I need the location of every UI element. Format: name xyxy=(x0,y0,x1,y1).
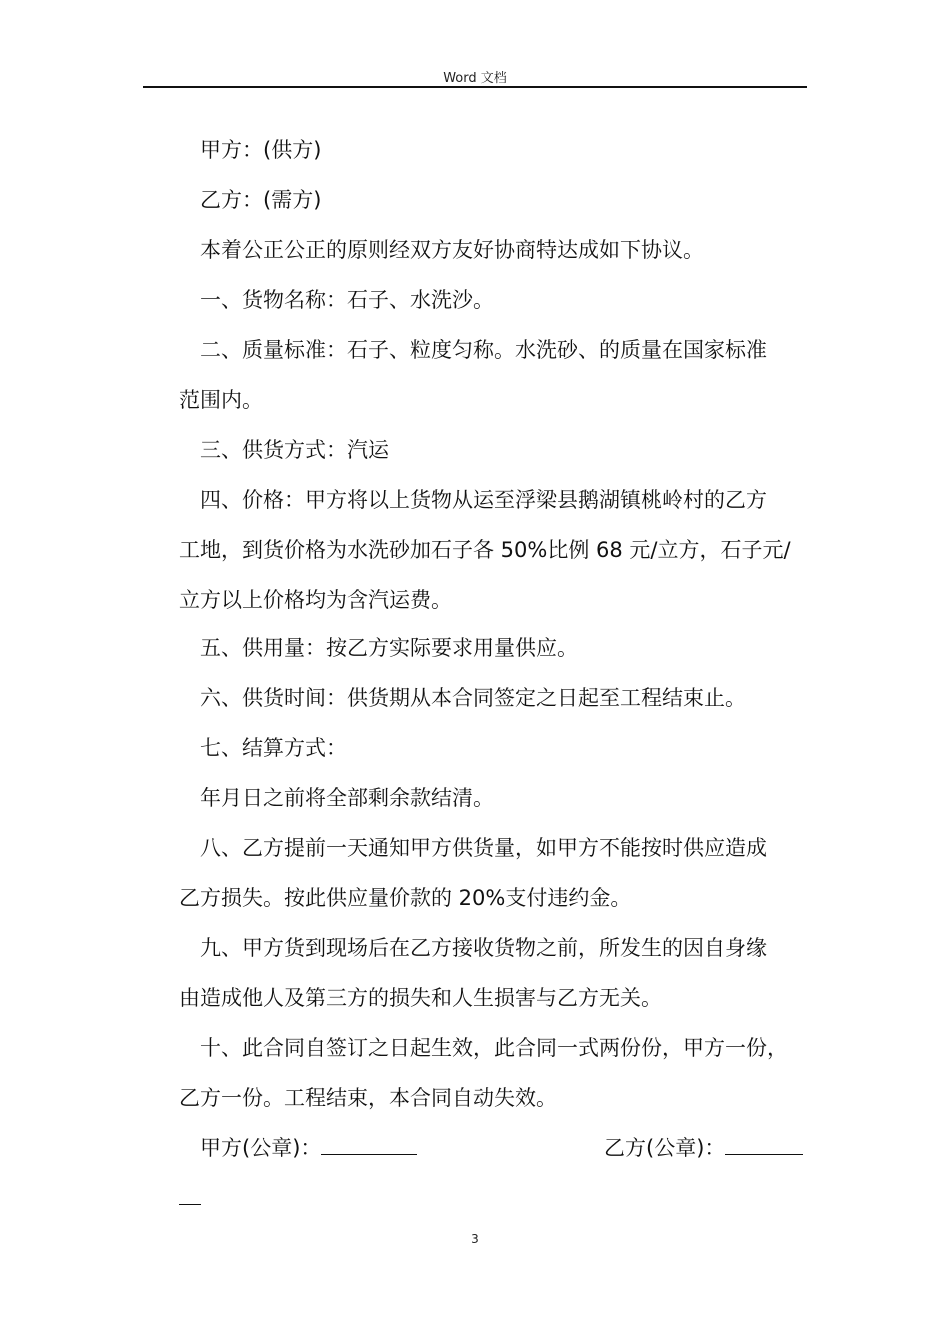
page-header-title: Word 文档 xyxy=(443,71,507,86)
clause-6: 六、供货时间：供货期从本合同签定之日起至工程结束止。 xyxy=(200,686,746,710)
clause-4-line-3: 立方以上价格均为含汽运费。 xyxy=(179,588,452,612)
clause-1: 一、货物名称：石子、水洗沙。 xyxy=(200,288,494,312)
party-a-signature-blank xyxy=(321,1136,417,1155)
clause-4-line-2: 工地，到货价格为水洗砂加石子各 50%比例 68 元/立方，石子元/ xyxy=(179,538,791,562)
clause-4-line-1: 四、价格：甲方将以上货物从运至浮梁县鹅湖镇桃岭村的乙方 xyxy=(200,488,767,512)
party-a-seal-label: 甲方(公章)： xyxy=(200,1136,322,1160)
preamble-line: 本着公正公正的原则经双方友好协商特达成如下协议。 xyxy=(200,238,704,262)
clause-2-line-2: 范围内。 xyxy=(179,388,263,412)
party-b-signature xyxy=(604,1133,803,1163)
clause-7: 七、结算方式： xyxy=(200,736,347,760)
clause-10-line-1: 十、此合同自签订之日起生效，此合同一式两份份，甲方一份， xyxy=(200,1036,788,1060)
header-divider xyxy=(143,86,807,88)
clause-8-line-1: 八、乙方提前一天通知甲方供货量，如甲方不能按时供应造成 xyxy=(200,836,767,860)
clause-3: 三、供货方式：汽运 xyxy=(200,438,389,462)
party-b-signature-blank-continued xyxy=(179,1186,201,1205)
clause-8-line-2: 乙方损失。按此供应量价款的 20%支付违约金。 xyxy=(179,886,632,910)
clause-10-line-2: 乙方一份。工程结束，本合同自动失效。 xyxy=(179,1086,557,1110)
clause-9-line-1: 九、甲方货到现场后在乙方接收货物之前，所发生的因自身缘 xyxy=(200,936,767,960)
clause-9-line-2: 由造成他人及第三方的损失和人生损害与乙方无关。 xyxy=(179,986,662,1010)
party-b-signature-blank xyxy=(725,1136,803,1155)
signature-overflow-line xyxy=(179,1183,819,1213)
party-b-line: 乙方：(需方) xyxy=(200,188,322,212)
page-number: 3 xyxy=(471,1232,479,1246)
clause-5: 五、供用量：按乙方实际要求用量供应。 xyxy=(200,636,578,660)
clause-2-line-1: 二、质量标准：石子、粒度匀称。水洗砂、的质量在国家标准 xyxy=(200,338,767,362)
party-b-seal-label: 乙方(公章)： xyxy=(604,1136,726,1160)
clause-7-detail: 年月日之前将全部剩余款结清。 xyxy=(200,786,494,810)
party-a-line: 甲方：(供方) xyxy=(200,138,322,162)
